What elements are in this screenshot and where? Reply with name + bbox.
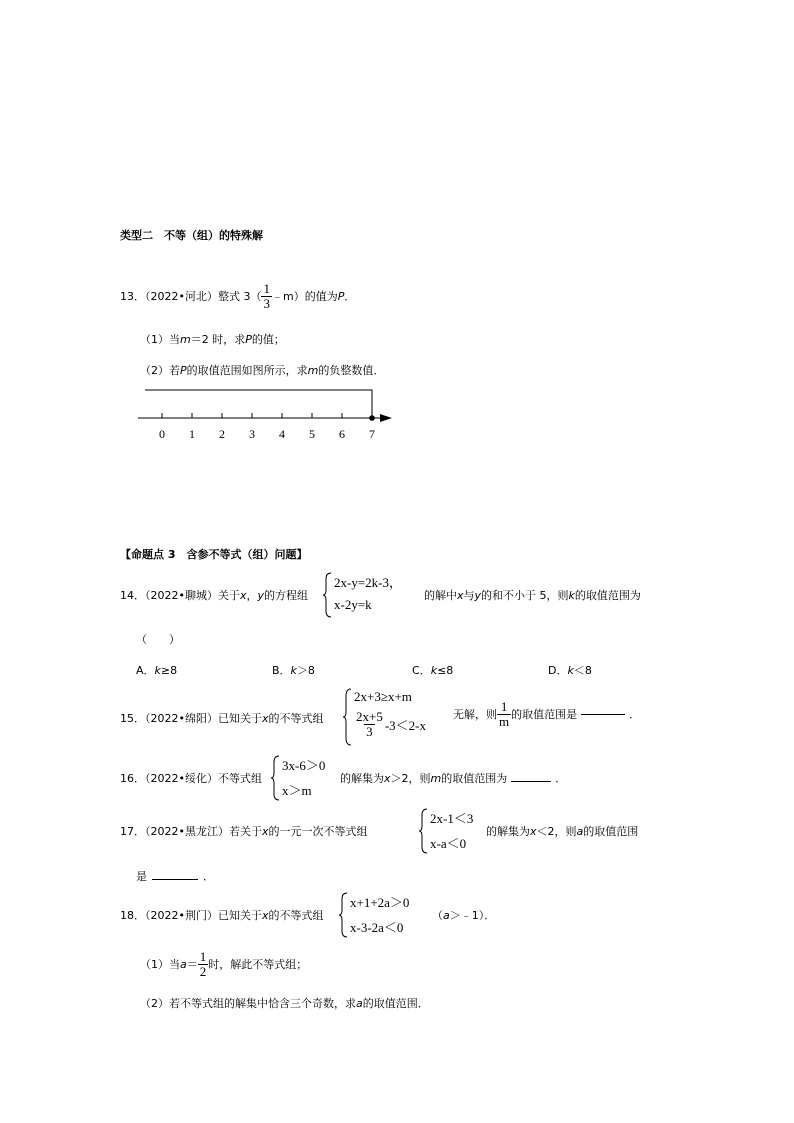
option-c-label: C． (412, 664, 431, 677)
tick-label: 5 (309, 427, 315, 441)
question-18-stem (120, 907, 324, 923)
q16-var-x: x (384, 772, 391, 785)
number-line-figure (130, 382, 400, 444)
q18-text-a: 18．（2022•荆门）已知关于 (120, 909, 262, 922)
tick-label: 7 (369, 427, 375, 441)
q14-brace-icon (322, 572, 332, 618)
q18-text-d: ＞﹣1）． (449, 909, 496, 922)
q18-var-x: x (261, 909, 269, 922)
q14-comma: ， (246, 589, 258, 602)
q18-brace-icon (338, 892, 348, 938)
q18-s1-fraction (198, 950, 209, 978)
q16-brace-icon (270, 755, 280, 801)
q13-s1-text-b: ＝2 时，求 (190, 333, 246, 346)
q15-reciprocal-fraction (497, 700, 511, 728)
q17-end: ． (203, 870, 214, 883)
q13-s1-var-m: m (180, 333, 191, 346)
q14-text-f: 的取值范围为 (574, 589, 641, 602)
q14-var-y: y (257, 589, 265, 602)
range-bracket (145, 390, 372, 418)
q15-var-x: x (261, 712, 269, 725)
q18-subquestion-2 (140, 995, 429, 1011)
q13-s2-var-p: P (180, 364, 187, 377)
q13-s2-text-b: 的取值范围如图所示，求 (186, 364, 308, 377)
q16-text-c: ＞2，则 (390, 772, 431, 785)
q18-s1-frac-num: 1 (199, 949, 207, 964)
q15-end: ． (629, 708, 641, 722)
q15-inequality-2-fraction (354, 710, 385, 738)
q13-fraction-denominator: 3 (263, 295, 270, 311)
q15-text-b: 的不等式组 (268, 712, 324, 725)
q18-s1-frac-den: 2 (199, 963, 207, 979)
option-a-text: ≥8 (160, 664, 178, 677)
q13-s1-text-a: （1）当 (140, 333, 180, 346)
tick-label: 6 (339, 427, 345, 441)
q17-inequality-1: 2x-1＜3 (430, 811, 474, 826)
q18-s2-text-b: 的取值范围． (362, 997, 429, 1010)
q15-text-a: 15．（2022•绵阳）已知关于 (120, 712, 262, 725)
q13-s2-var-m: m (307, 364, 319, 377)
q16-end: ． (555, 772, 567, 785)
q13-end: ． (344, 290, 356, 304)
q15-inequality-2-rest: -3＜2-x (384, 717, 427, 733)
q14-var-x2: x (457, 589, 464, 602)
section-title-type2: 类型二 不等（组）的特殊解 (120, 229, 263, 242)
question-16-stem (120, 770, 262, 786)
option-a-var: k (154, 664, 161, 677)
option-b-label: B． (272, 664, 291, 677)
question-14-stem-cont (424, 587, 641, 603)
q17-inequality-2: x-a＜0 (430, 836, 467, 851)
tick-label: 2 (219, 427, 225, 441)
q14-var-x: x (239, 589, 247, 602)
q14-option-b[interactable] (272, 662, 315, 678)
q13-s2-text-a: （2）若 (140, 364, 180, 377)
q13-fraction (261, 282, 272, 310)
q14-answer-parentheses: （ ） (136, 633, 180, 646)
q17-line2-text: 是 (136, 870, 147, 883)
question-17-stem (120, 823, 368, 839)
q18-s1-text-c: 时，解此不等式组； (208, 958, 308, 972)
option-b-text: ＞8 (296, 664, 315, 677)
question-17-stem-cont (486, 823, 638, 839)
question-13-stem (120, 282, 355, 310)
q18-var-a: a (443, 909, 450, 922)
q15-frac-den: 3 (366, 723, 373, 739)
option-d-label: D． (548, 664, 568, 677)
q14-equation-system (322, 572, 422, 618)
q18-s1-text-a: （1）当 (140, 958, 180, 972)
q18-inequality-system (338, 892, 438, 938)
q15-inequality-2 (354, 710, 426, 738)
q14-text-a: 14．（2022•聊城）关于 (120, 589, 240, 602)
q15-answer-blank[interactable] (581, 714, 625, 715)
q16-text-d: 的取值范围为 (441, 772, 508, 785)
q13-s2-text-c: 的负整数值． (318, 364, 385, 377)
q14-text-e: 的和不小于 5，则 (481, 589, 569, 602)
option-d-var: k (567, 664, 574, 677)
question-15-stem-cont (453, 700, 640, 728)
q16-var-m: m (430, 772, 442, 785)
q18-text-b: 的不等式组 (268, 909, 324, 922)
q17-inequality-system (418, 808, 493, 854)
q13-s1-text-c: 的值； (251, 333, 285, 346)
question-18-stem-cont (432, 907, 495, 923)
q16-inequality-2: x＞m (282, 783, 312, 798)
q16-text-b: 的解集为 (340, 772, 384, 785)
q15-recip-den: m (499, 713, 510, 729)
q14-option-c[interactable] (412, 662, 453, 678)
q16-answer-blank[interactable] (511, 781, 551, 782)
q17-text-b: 的一元一次不等式组 (268, 825, 368, 838)
tick-label: 0 (159, 427, 165, 441)
q14-equation-2: x-2y=k (334, 597, 372, 612)
question-15-stem (120, 710, 324, 726)
q18-text-c: （ (432, 909, 443, 922)
option-b-var: k (290, 664, 297, 677)
q17-text-d: ＜2，则 (536, 825, 577, 838)
q18-s2-text-a: （2）若不等式组的解集中恰含三个奇数，求 (140, 997, 356, 1010)
q18-subquestion-1 (140, 950, 307, 978)
q17-var-a: a (576, 825, 584, 838)
endpoint-dot (369, 415, 375, 421)
q13-s1-var-p: P (245, 333, 252, 346)
q13-minus-m: ﹣m）的值为 (271, 290, 338, 304)
q14-var-k: k (568, 589, 575, 602)
q17-var-x2: x (530, 825, 537, 838)
q14-var-y2: y (474, 589, 482, 602)
q16-inequality-system (270, 755, 345, 801)
q17-text-e: 的取值范围 (583, 825, 639, 838)
q13-var-p: P (337, 289, 345, 303)
q18-s1-text-b: ＝ (186, 958, 198, 972)
q17-brace-icon (418, 808, 428, 854)
q15-text-d: 的取值范围是 (511, 708, 578, 722)
axis-arrow-icon (380, 414, 392, 422)
q15-brace-icon (342, 688, 352, 746)
q14-option-d[interactable] (548, 662, 592, 678)
question-17-line2 (136, 868, 214, 884)
q13-fraction-numerator: 1 (263, 281, 270, 296)
question-16-stem-cont (340, 770, 566, 786)
q14-equation-1: 2x-y=2k-3， (334, 575, 402, 590)
q17-answer-blank[interactable] (152, 879, 198, 880)
q13-subquestion-1 (140, 331, 285, 347)
q16-text-a: 16．（2022•绥化）不等式组 (120, 772, 262, 785)
tick-label: 1 (189, 427, 195, 441)
option-d-text: ＜8 (573, 664, 592, 677)
q13-subquestion-2 (140, 362, 384, 378)
q15-frac-num: 2x+5 (356, 709, 383, 724)
tick-label: 3 (249, 427, 255, 441)
tick-label: 4 (279, 427, 285, 441)
q18-inequality-2: x-3-2a＜0 (350, 920, 404, 935)
q14-option-a[interactable] (136, 662, 177, 678)
q17-var-x: x (261, 825, 269, 838)
q17-text-c: 的解集为 (486, 825, 530, 838)
q14-text-d: 与 (463, 589, 475, 602)
question-14-stem (120, 587, 308, 603)
q17-text-a: 17．（2022•黑龙江）若关于 (120, 825, 262, 838)
q15-inequality-system (342, 688, 457, 746)
option-a-label: A． (136, 664, 155, 677)
q15-inequality-1: 2x+3≥x+m (354, 689, 412, 704)
option-c-text: ≤8 (437, 664, 454, 677)
q15-text-c: 无解，则 (453, 708, 497, 722)
q18-s2-var-a: a (356, 997, 363, 1010)
q14-text-c: 的解中 (424, 589, 457, 602)
q15-recip-num: 1 (500, 699, 508, 714)
q13-prefix: 13．（2022•河北）整式 3（ (120, 290, 262, 304)
q16-inequality-1: 3x-6＞0 (282, 758, 326, 773)
q18-inequality-1: x+1+2a＞0 (350, 895, 410, 910)
section-title-point3: 【命题点 3 含参不等式（组）问题】 (120, 548, 308, 561)
option-c-var: k (430, 664, 438, 677)
q14-text-b: 的方程组 (264, 589, 309, 602)
q18-s1-var-a: a (180, 957, 187, 971)
